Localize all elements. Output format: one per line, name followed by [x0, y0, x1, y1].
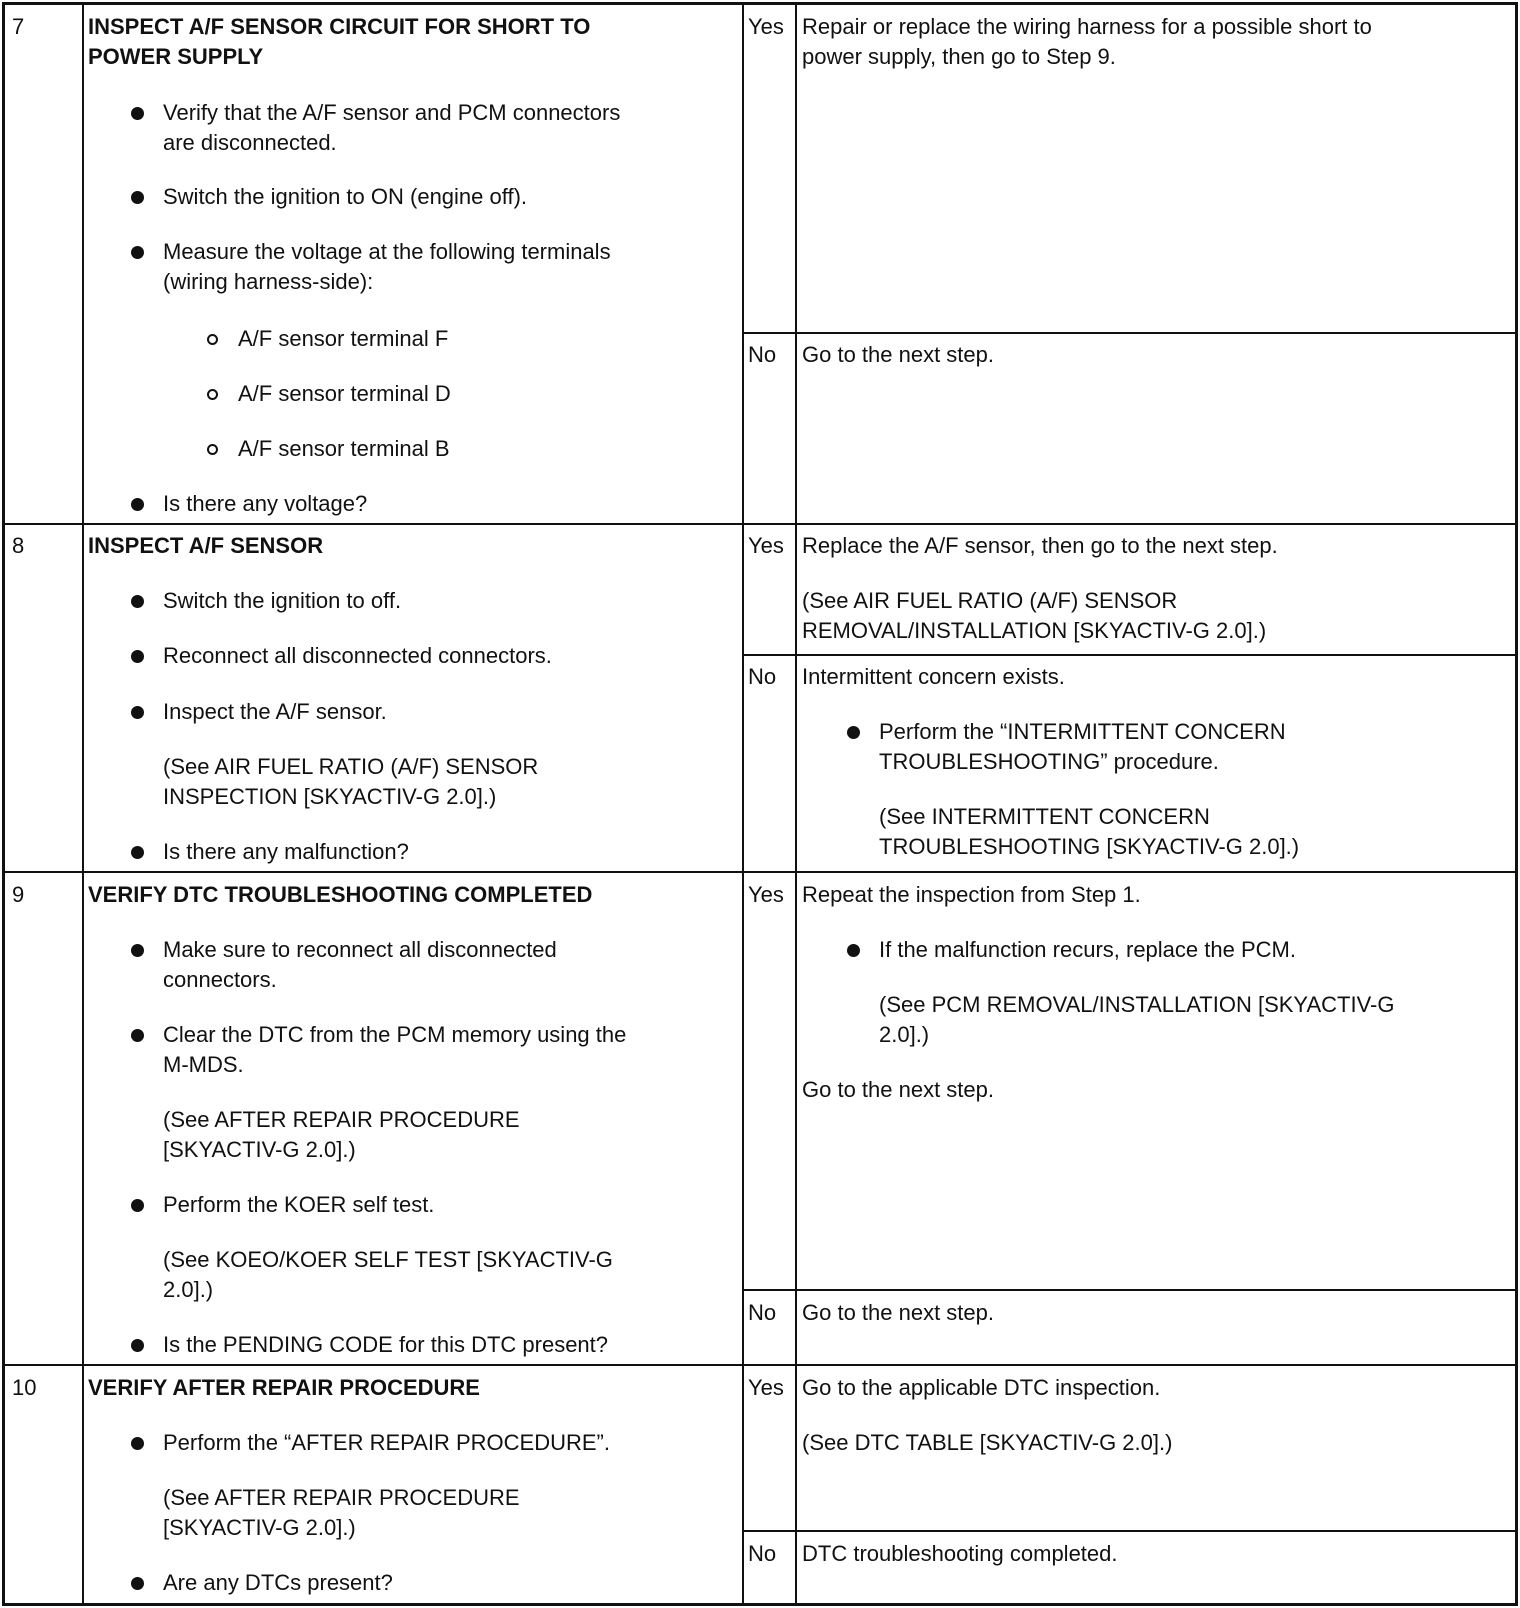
step-text: Inspect the A/F sensor. — [163, 699, 387, 724]
yes-result-text: Repeat the inspection from Step 1. — [802, 882, 1141, 907]
bullet-icon — [131, 1029, 144, 1042]
bullet-icon — [131, 1437, 144, 1450]
no-label: No — [748, 342, 777, 367]
reference-text: (See AFTER REPAIR PROCEDURE — [163, 1485, 520, 1510]
table-border-bottom — [2, 1603, 1518, 1606]
reference-text: (See AIR FUEL RATIO (A/F) SENSOR — [802, 588, 1178, 613]
no-result-text: Intermittent concern exists. — [802, 664, 1065, 689]
bullet-icon — [131, 1339, 144, 1352]
reference-text: TROUBLESHOOTING [SKYACTIV-G 2.0].) — [879, 834, 1300, 859]
step-number: 7 — [12, 14, 25, 39]
bullet-icon — [131, 595, 144, 608]
reference-text: (See PCM REMOVAL/INSTALLATION [SKYACTIV-G — [879, 992, 1395, 1017]
yes-label: Yes — [748, 882, 784, 907]
step-text: M-MDS. — [163, 1052, 244, 1077]
sub-bullet-icon — [207, 389, 218, 400]
yes-label: Yes — [748, 533, 784, 558]
bullet-icon — [131, 191, 144, 204]
reference-text: INSPECTION [SKYACTIV-G 2.0].) — [163, 784, 497, 809]
no-result-text: Go to the next step. — [802, 342, 995, 367]
sub-bullet-icon — [207, 334, 218, 345]
step-text: Reconnect all disconnected connectors. — [163, 643, 552, 668]
bullet-icon — [847, 726, 860, 739]
step-text: Make sure to reconnect all disconnected — [163, 937, 557, 962]
step-text: Is the PENDING CODE for this DTC present? — [163, 1332, 609, 1357]
no-label: No — [748, 1300, 777, 1325]
reference-text: (See KOEO/KOER SELF TEST [SKYACTIV-G — [163, 1247, 613, 1272]
bullet-icon — [131, 498, 144, 511]
yes-no-divider-9 — [742, 1289, 1518, 1291]
bullet-icon — [131, 246, 144, 259]
step-text: Switch the ignition to ON (engine off). — [163, 184, 528, 209]
bullet-icon — [131, 107, 144, 120]
yes-result-text: power supply, then go to Step 9. — [802, 44, 1116, 69]
step-text: Measure the voltage at the following terminals — [163, 239, 611, 264]
step-text: are disconnected. — [163, 130, 337, 155]
table-border-top — [2, 2, 1518, 5]
bullet-icon — [131, 650, 144, 663]
step-number: 9 — [12, 882, 25, 907]
step-text: connectors. — [163, 967, 277, 992]
bullet-icon — [131, 846, 144, 859]
reference-text: 2.0].) — [879, 1022, 930, 1047]
row-divider-10 — [2, 1364, 1518, 1366]
sub-item-text: A/F sensor terminal B — [238, 436, 450, 461]
yes-no-divider-10 — [742, 1530, 1518, 1532]
sub-bullet-icon — [207, 444, 218, 455]
yes-result-text: Repair or replace the wiring harness for a possible short to — [802, 14, 1372, 39]
yes-result-text: Go to the next step. — [802, 1077, 995, 1102]
step-title: INSPECT A/F SENSOR — [88, 533, 324, 558]
yes-result-text: If the malfunction recurs, replace the PCM. — [879, 937, 1296, 962]
reference-text: REMOVAL/INSTALLATION [SKYACTIV-G 2.0].) — [802, 618, 1267, 643]
step-number: 10 — [12, 1375, 37, 1400]
no-label: No — [748, 664, 777, 689]
reference-text: (See INTERMITTENT CONCERN — [879, 804, 1210, 829]
reference-text: 2.0].) — [163, 1277, 214, 1302]
step-title: INSPECT A/F SENSOR CIRCUIT FOR SHORT TO — [88, 14, 591, 39]
yes-label: Yes — [748, 1375, 784, 1400]
bullet-icon — [131, 1577, 144, 1590]
reference-text: [SKYACTIV-G 2.0].) — [163, 1137, 356, 1162]
yes-no-divider-7 — [742, 332, 1518, 334]
sub-item-text: A/F sensor terminal F — [238, 326, 449, 351]
no-result-text: Go to the next step. — [802, 1300, 995, 1325]
bullet-icon — [131, 944, 144, 957]
bullet-icon — [847, 944, 860, 957]
row-divider-8 — [2, 523, 1518, 525]
step-text: Switch the ignition to off. — [163, 588, 402, 613]
step-text: Perform the KOER self test. — [163, 1192, 435, 1217]
reference-text: [SKYACTIV-G 2.0].) — [163, 1515, 356, 1540]
step-text: Clear the DTC from the PCM memory using the — [163, 1022, 627, 1047]
step-text: Are any DTCs present? — [163, 1570, 393, 1595]
step-text: Is there any malfunction? — [163, 839, 409, 864]
row-divider-9 — [2, 871, 1518, 873]
yes-result-text: Replace the A/F sensor, then go to the next step. — [802, 533, 1278, 558]
no-result-text: DTC troubleshooting completed. — [802, 1541, 1118, 1566]
reference-text: (See AIR FUEL RATIO (A/F) SENSOR — [163, 754, 539, 779]
step-title: POWER SUPPLY — [88, 44, 264, 69]
step-text: (wiring harness-side): — [163, 269, 374, 294]
yes-label: Yes — [748, 14, 784, 39]
step-text: Perform the “AFTER REPAIR PROCEDURE”. — [163, 1430, 610, 1455]
step-title: VERIFY DTC TROUBLESHOOTING COMPLETED — [88, 882, 593, 907]
yes-result-text: Go to the applicable DTC inspection. — [802, 1375, 1161, 1400]
step-title: VERIFY AFTER REPAIR PROCEDURE — [88, 1375, 480, 1400]
sub-item-text: A/F sensor terminal D — [238, 381, 451, 406]
reference-text: (See AFTER REPAIR PROCEDURE — [163, 1107, 520, 1132]
step-number: 8 — [12, 533, 25, 558]
reference-text: (See DTC TABLE [SKYACTIV-G 2.0].) — [802, 1430, 1173, 1455]
no-label: No — [748, 1541, 777, 1566]
step-text: Is there any voltage? — [163, 491, 368, 516]
no-result-text: TROUBLESHOOTING” procedure. — [879, 749, 1219, 774]
yes-no-divider-8 — [742, 654, 1518, 656]
bullet-icon — [131, 706, 144, 719]
step-text: Verify that the A/F sensor and PCM connectors — [163, 100, 621, 125]
no-result-text: Perform the “INTERMITTENT CONCERN — [879, 719, 1286, 744]
bullet-icon — [131, 1199, 144, 1212]
